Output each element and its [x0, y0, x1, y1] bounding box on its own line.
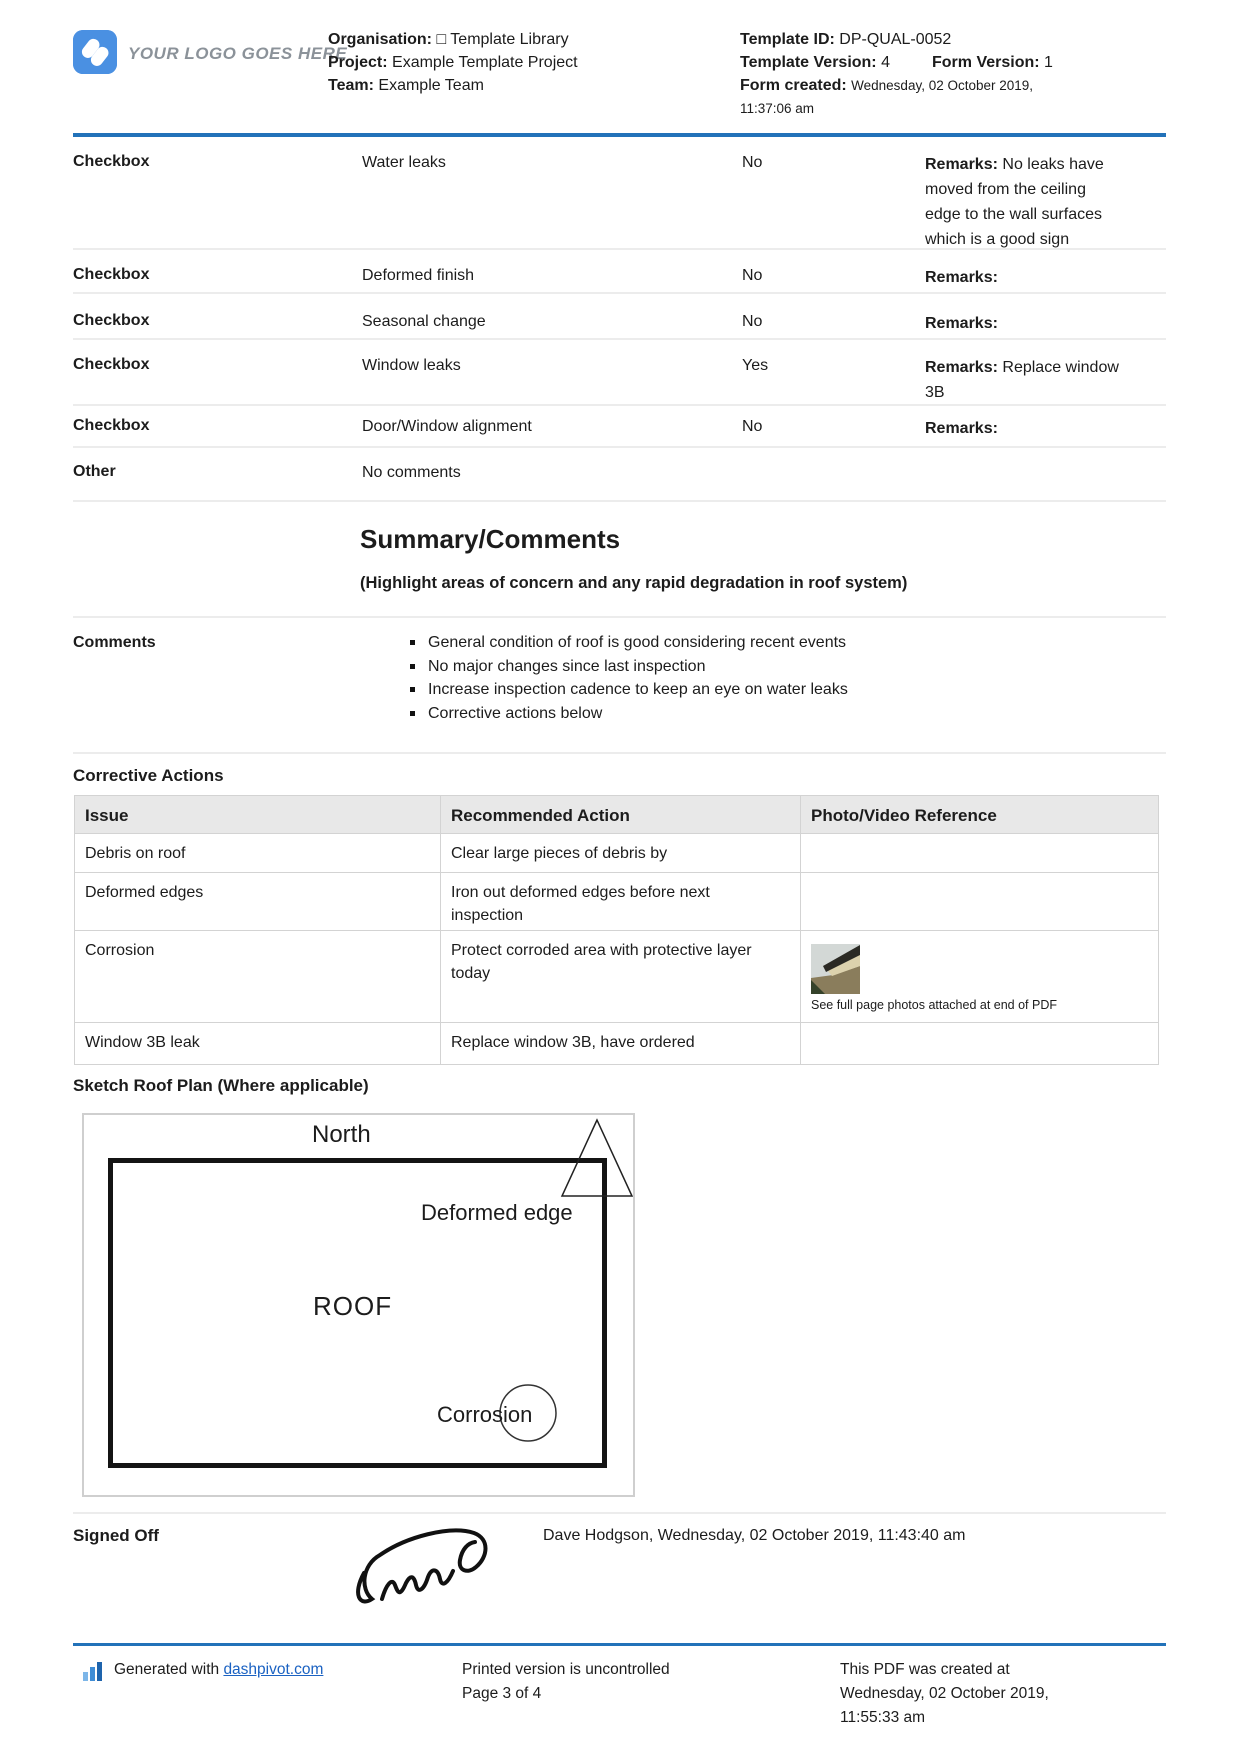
generated-with-text: Generated with	[114, 1661, 224, 1678]
row-separator	[73, 292, 1166, 294]
checklist-row-item: Window leaks	[362, 357, 461, 374]
summary-title: Summary/Comments	[360, 524, 621, 554]
form-created-label: Form created:	[740, 77, 847, 94]
remarks-label: Remarks:	[925, 156, 998, 173]
bar-medium	[90, 1667, 95, 1681]
sketch-heading: Sketch Roof Plan (Where applicable)	[73, 1076, 369, 1095]
remarks-text: Replace window 3B	[925, 359, 1119, 401]
footer-divider	[73, 1643, 1166, 1646]
printed-version-text: Printed version is uncontrolled	[462, 1661, 670, 1678]
section-separator	[73, 500, 1166, 502]
page-number-text: Page 3 of 4	[462, 1685, 542, 1702]
versions-line	[740, 51, 1160, 74]
form-version-label: Form Version:	[932, 54, 1040, 71]
checklist-row-item: Seasonal change	[362, 313, 486, 330]
deformed-edge-triangle-marker	[562, 1120, 632, 1196]
comments-list	[408, 631, 848, 725]
table-cell-action: Protect corroded area with protective layer today	[441, 931, 801, 1023]
checklist-row-answer: Yes	[742, 357, 769, 374]
sketch-label-north: North	[312, 1121, 371, 1148]
team-line	[328, 74, 578, 97]
header-divider	[73, 133, 1166, 137]
project-value: Example Template Project	[392, 54, 578, 71]
section-separator	[73, 752, 1166, 754]
pdf-created-line2: Wednesday, 02 October 2019,	[840, 1685, 1049, 1702]
checklist-row-remarks	[925, 152, 1125, 252]
dashpivot-bars-icon	[83, 1661, 105, 1681]
checklist-row-type: Checkbox	[73, 312, 150, 329]
project-label: Project:	[328, 54, 388, 71]
remarks-text: No leaks have moved from the ceiling edge to the wall surfaces which is a good sign	[925, 156, 1104, 248]
checklist-row-type: Checkbox	[73, 417, 150, 434]
comments-label: Comments	[73, 634, 156, 651]
template-id-label: Template ID:	[740, 31, 835, 48]
row-separator	[73, 446, 1166, 448]
organisation-value: □ Template Library	[436, 31, 569, 48]
table-cell-issue: Debris on roof	[75, 834, 441, 873]
remarks-label: Remarks:	[925, 359, 998, 376]
signature-image	[348, 1515, 513, 1605]
generated-with-line	[114, 1658, 323, 1682]
project-line	[328, 51, 578, 74]
table-cell-photo	[801, 834, 1159, 873]
table-cell-action: Clear large pieces of debris by	[441, 834, 801, 873]
company-logo-icon	[73, 30, 117, 74]
table-cell-photo	[801, 1023, 1159, 1065]
logo-s-glyph	[73, 30, 117, 74]
signed-off-label: Signed Off	[73, 1526, 159, 1545]
table-cell-photo	[801, 873, 1159, 931]
form-created-line	[740, 74, 1160, 97]
row-separator	[73, 338, 1166, 340]
sketch-label-deformed-edge: Deformed edge	[421, 1200, 573, 1225]
corrective-actions-heading: Corrective Actions	[73, 766, 224, 785]
pdf-created-line3: 11:55:33 am	[840, 1709, 926, 1726]
checklist-row-type: Checkbox	[73, 153, 150, 170]
sketch-label-roof: ROOF	[313, 1291, 393, 1321]
checklist-row-item: Water leaks	[362, 154, 446, 171]
comment-item: Corrective actions below	[408, 702, 848, 726]
corrosion-photo-thumbnail	[811, 944, 860, 994]
bar-small	[83, 1672, 88, 1681]
section-separator	[73, 1512, 1166, 1514]
table-cell-issue: Corrosion	[75, 931, 441, 1023]
checklist-row-type: Checkbox	[73, 356, 150, 373]
checklist-row-remarks	[925, 416, 1125, 441]
table-cell-action: Replace window 3B, have ordered	[441, 1023, 801, 1065]
bar-large	[97, 1662, 102, 1681]
checklist-row-remarks	[925, 311, 1125, 336]
section-separator	[73, 616, 1166, 618]
header-left-block	[328, 28, 578, 97]
dashpivot-link[interactable]: dashpivot.com	[223, 1661, 324, 1678]
checklist-row-remarks	[925, 355, 1125, 405]
table-cell-photo	[801, 931, 1159, 1023]
checklist-row-answer: No	[742, 154, 763, 171]
checklist-row-answer: No	[742, 313, 763, 330]
template-id-line	[740, 28, 1160, 51]
form-created-value: Wednesday, 02 October 2019,	[851, 78, 1034, 93]
checklist-row-answer: No	[742, 418, 763, 435]
header-right-block	[740, 28, 1160, 120]
footer-right-block	[840, 1658, 1049, 1730]
comment-item: No major changes since last inspection	[408, 655, 848, 679]
sketch-label-corrosion: Corrosion	[437, 1402, 533, 1427]
table-cell-action: Iron out deformed edges before next inspection	[441, 873, 801, 931]
pdf-created-line1: This PDF was created at	[840, 1661, 1010, 1678]
signed-off-value: Dave Hodgson, Wednesday, 02 October 2019, 11:43:40 am	[543, 1527, 966, 1544]
checklist-row-type: Other	[73, 463, 116, 480]
checklist-row-item: Deformed finish	[362, 267, 475, 284]
template-version-label: Template Version:	[740, 54, 877, 71]
row-separator	[73, 404, 1166, 406]
comment-item: Increase inspection cadence to keep an eye on water leaks	[408, 678, 848, 702]
remarks-label: Remarks:	[925, 420, 998, 437]
corrective-actions-table	[74, 795, 1159, 1065]
table-cell-issue: Window 3B leak	[75, 1023, 441, 1065]
remarks-label: Remarks:	[925, 269, 998, 286]
remarks-label: Remarks:	[925, 315, 998, 332]
checklist-row-type: Checkbox	[73, 266, 150, 283]
column-header-action: Recommended Action	[441, 796, 801, 834]
checklist-row-item: No comments	[362, 464, 461, 481]
checklist-row-item: Door/Window alignment	[362, 418, 532, 435]
column-header-issue: Issue	[75, 796, 441, 834]
sketch-canvas	[82, 1113, 635, 1497]
team-value: Example Team	[378, 77, 484, 94]
table-cell-issue: Deformed edges	[75, 873, 441, 931]
organisation-line	[328, 28, 578, 51]
footer-middle-block	[462, 1658, 670, 1706]
organisation-label: Organisation:	[328, 31, 433, 48]
team-label: Team:	[328, 77, 374, 94]
form-created-time: 11:37:06 am	[740, 101, 815, 116]
template-id-value: DP-QUAL-0052	[839, 31, 952, 48]
logo-placeholder-text: YOUR LOGO GOES HERE	[128, 44, 348, 63]
comment-item: General condition of roof is good considering recent events	[408, 631, 848, 655]
checklist-row-answer: No	[742, 267, 763, 284]
form-version-value: 1	[1044, 54, 1053, 71]
summary-subtitle: (Highlight areas of concern and any rapid degradation in roof system)	[360, 574, 908, 592]
template-version-value: 4	[881, 54, 890, 71]
column-header-photo: Photo/Video Reference	[801, 796, 1159, 834]
checklist-row-remarks	[925, 265, 1125, 290]
photo-reference-note: See full page photos attached at end of PDF	[811, 998, 1058, 1012]
row-separator	[73, 248, 1166, 250]
